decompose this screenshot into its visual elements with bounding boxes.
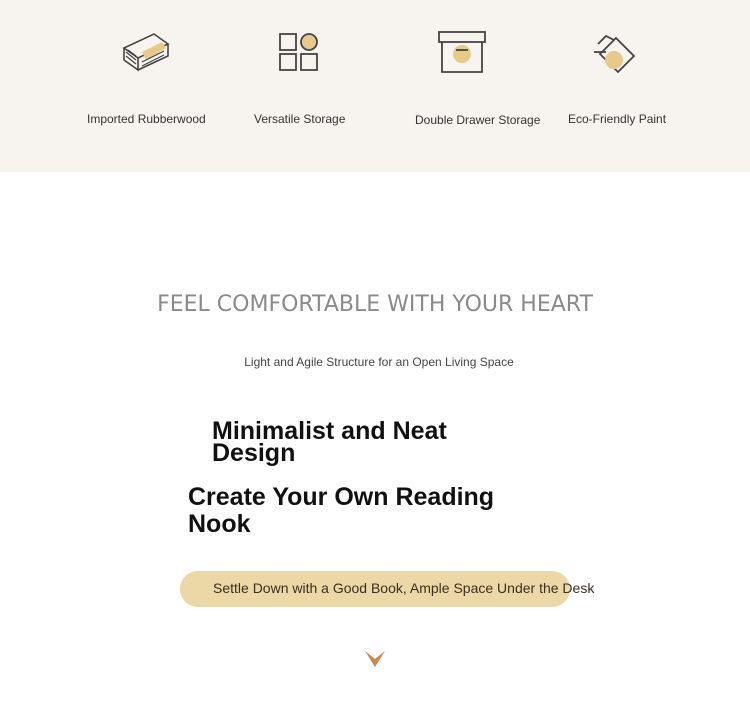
section-subheading: Light and Agile Structure for an Open Living Space bbox=[244, 355, 514, 369]
section-heading: FEEL COMFORTABLE WITH YOUR HEART bbox=[157, 292, 593, 317]
banner-text: Settle Down with a Good Book, Ample Space Under the Desk bbox=[213, 580, 595, 596]
paint-bucket-icon bbox=[592, 30, 638, 81]
feature-label: Double Drawer Storage bbox=[415, 113, 541, 127]
title-reading-nook: Create Your Own Reading Nook bbox=[188, 483, 495, 538]
feature-label: Versatile Storage bbox=[254, 112, 346, 126]
drawer-box-icon bbox=[437, 30, 487, 79]
feature-label: Eco-Friendly Paint bbox=[568, 112, 667, 126]
rubberwood-icon bbox=[120, 30, 170, 79]
grid-storage-icon bbox=[278, 32, 320, 77]
title-minimalist-design: Minimalist and Neat Design bbox=[212, 417, 447, 467]
feature-strip bbox=[0, 0, 750, 172]
chevron-down-icon[interactable] bbox=[364, 648, 386, 670]
feature-label: Imported Rubberwood bbox=[87, 112, 206, 126]
